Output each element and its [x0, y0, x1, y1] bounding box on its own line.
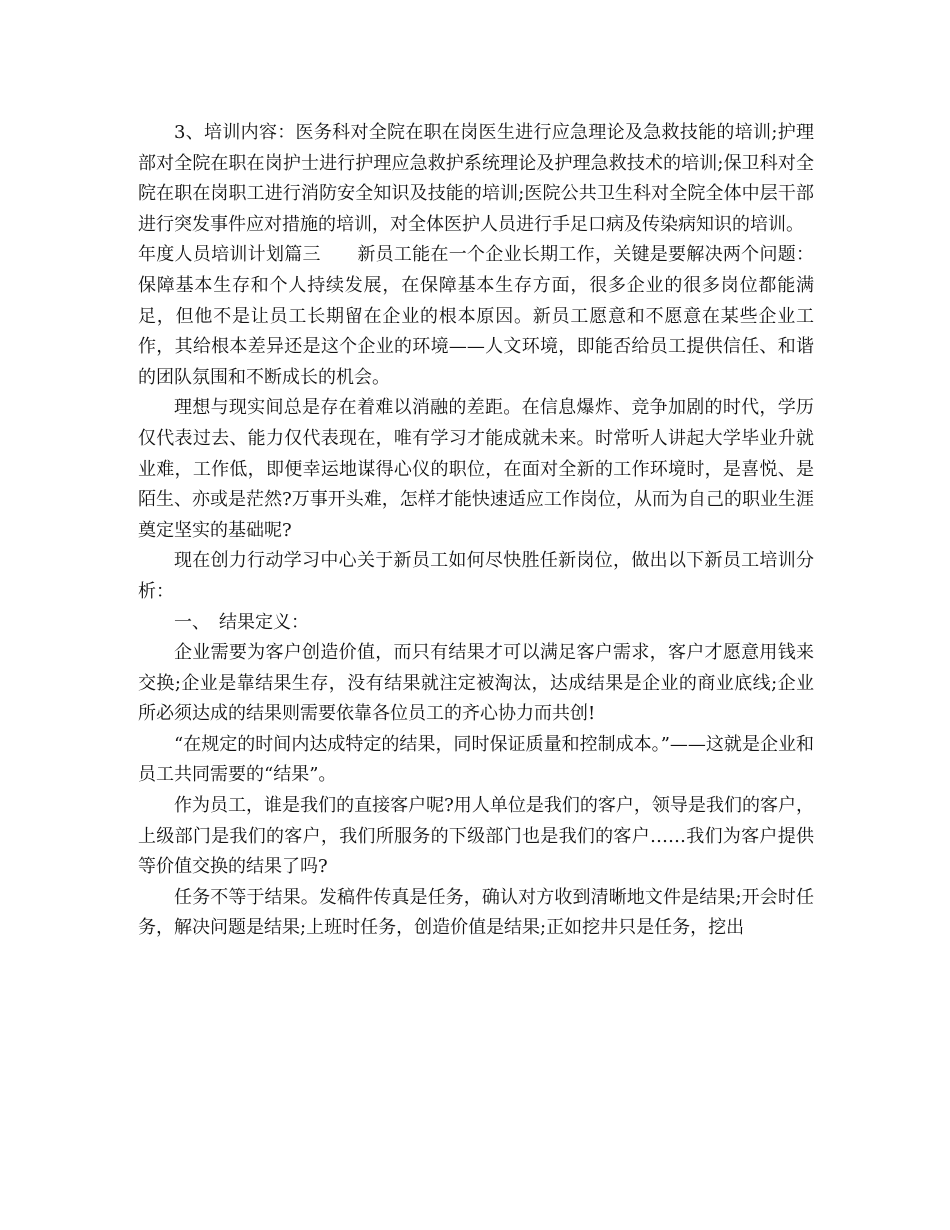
paragraph-training-content: 3、培训内容：医务科对全院在职在岗医生进行应急理论及急救技能的培训;护理部对全院在职在岗护士进行护理应急救护系统理论及护理急救技术的培训;保卫科对全院在职在岗职工进行消防安全知识及技能的培训;医院公共卫生科对全院全体中层干部进行突发事件应对措施的培训，对全体医护人员进行手足口病及传染病知识的培训。 [138, 122, 814, 235]
paragraph-direct-customer: 作为员工，谁是我们的直接客户呢?用人单位是我们的客户，领导是我们的客户，上级部门是我们的客户，我们所服务的下级部门也是我们的客户……我们为客户提供等价值交换的结果了吗? [138, 795, 814, 878]
document-body [138, 118, 814, 944]
paragraph-ideal-reality: 理想与现实间总是存在着难以消融的差距。在信息爆炸、竞争加剧的时代，学历仅代表过去、能力仅代表现在，唯有学习才能成就未来。时常听人讲起大学毕业升就业难，工作低，即便幸运地谋得心仪的职位，在面对全新的工作环境时，是喜悦、是陌生、亦或是茫然?万事开头难，怎样才能快速适应工作岗位，从而为自己的职业生涯奠定坚实的基础呢? [138, 397, 814, 541]
paragraph-customer-value: 企业需要为客户创造价值，而只有结果才可以满足客户需求，客户才愿意用钱来交换;企业是靠结果生存，没有结果就注定被淘汰，达成结果是企业的商业底线;企业所必须达成的结果则需要依靠各位员工的齐心协力而共创! [138, 642, 815, 725]
paragraph-analysis-intro: 现在创力行动学习中心关于新员工如何尽快胜任新岗位，做出以下新员工培训分析： [138, 550, 814, 602]
paragraph-task-vs-result: 任务不等于结果。发稿件传真是任务，确认对方收到清晰地文件是结果;开会时任务，解决问题是结果;上班时任务，创造价值是结果;正如挖井只是任务，挖出 [138, 886, 814, 939]
paragraph-new-employee-intro: 年度人员培训计划篇三 新员工能在一个企业长期工作，关键是要解决两个问题：保障基本生存和个人持续发展，在保障基本生存方面，很多企业的很多岗位都能满足，但他不是让员工长期留在企业的根本原因。新员工愿意和不愿意在某些企业工作，其给根本差异还是这个企业的环境——人文环境，即能否给员工提供信任、和谐的团队氛围和不断成长的机会。 [138, 244, 814, 388]
section-heading-result-definition: 一、 结果定义： [174, 611, 309, 633]
paragraph-result-quote: “在规定的时间内达成特定的结果，同时保证质量和控制成本。”——这就是企业和员工共同需要的“结果”。 [138, 733, 814, 786]
